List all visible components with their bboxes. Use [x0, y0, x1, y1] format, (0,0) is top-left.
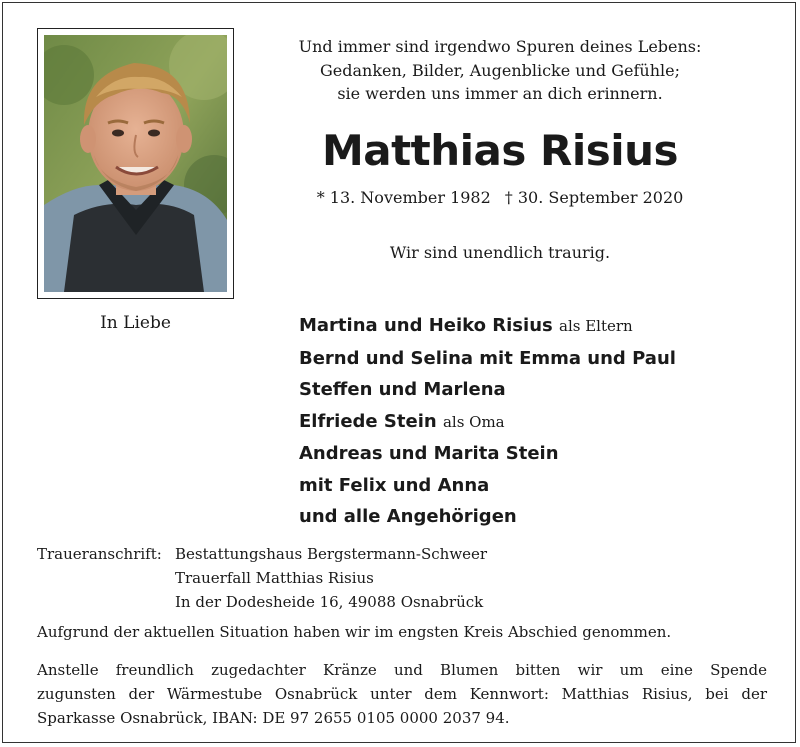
- mourning-address: [37, 542, 487, 614]
- family-member: Andreas und Marita Stein: [299, 443, 559, 464]
- mourning-motto: Wir sind unendlich traurig.: [389, 243, 611, 262]
- family-member: Elfriede Stein als Oma: [299, 410, 505, 432]
- portrait-frame: [37, 28, 234, 299]
- memorial-quote: [270, 35, 730, 106]
- family-relation: als Oma: [442, 412, 505, 431]
- birth-date: * 13. November 1982: [316, 188, 491, 207]
- address-line: In der Dodesheide 16, 49088 Osnabrück: [175, 593, 484, 611]
- deceased-name: Matthias Risius: [321, 126, 679, 175]
- family-member: Steffen und Marlena: [299, 379, 506, 400]
- donation-line: zugunsten der Wärmestube Osnabrück unter dem Kennwort: Matthias Risius, bei der: [37, 685, 767, 703]
- address-line: Trauerfall Matthias Risius: [175, 569, 374, 587]
- address-line: Bestattungshaus Bergstermann-Schweer: [175, 545, 488, 563]
- quote-line: Gedanken, Bilder, Augenblicke und Gefühle;: [320, 60, 680, 80]
- portrait-photo: [44, 35, 227, 292]
- family-list: [299, 310, 779, 533]
- donation-line: Anstelle freundlich zugedachter Kränze und Blumen bitten wir um eine Spende: [37, 661, 767, 679]
- farewell-note: Aufgrund der aktuellen Situation haben wir im engsten Kreis Abschied genommen.: [37, 623, 672, 641]
- quote-line: sie werden uns immer an dich erinnern.: [337, 84, 663, 103]
- family-member: Bernd und Selina mit Emma und Paul: [299, 347, 676, 369]
- quote-line: Und immer sind irgendwo Spuren deines Lebens:: [298, 37, 702, 56]
- family-member: und alle Angehörigen: [299, 506, 517, 527]
- family-member: mit Felix und Anna: [299, 474, 490, 496]
- address-label: Traueranschrift:: [37, 545, 162, 563]
- life-dates: [270, 188, 730, 207]
- donation-line: Sparkasse Osnabrück, IBAN: DE 97 2655 0105 0000 2037 94.: [37, 709, 510, 727]
- donation-note: [37, 658, 767, 730]
- family-relation: als Eltern: [559, 317, 633, 335]
- death-date: † 30. September 2020: [504, 188, 684, 207]
- family-member: Martina und Heiko Risius als Eltern: [299, 315, 633, 336]
- in-liebe-caption: In Liebe: [100, 313, 171, 333]
